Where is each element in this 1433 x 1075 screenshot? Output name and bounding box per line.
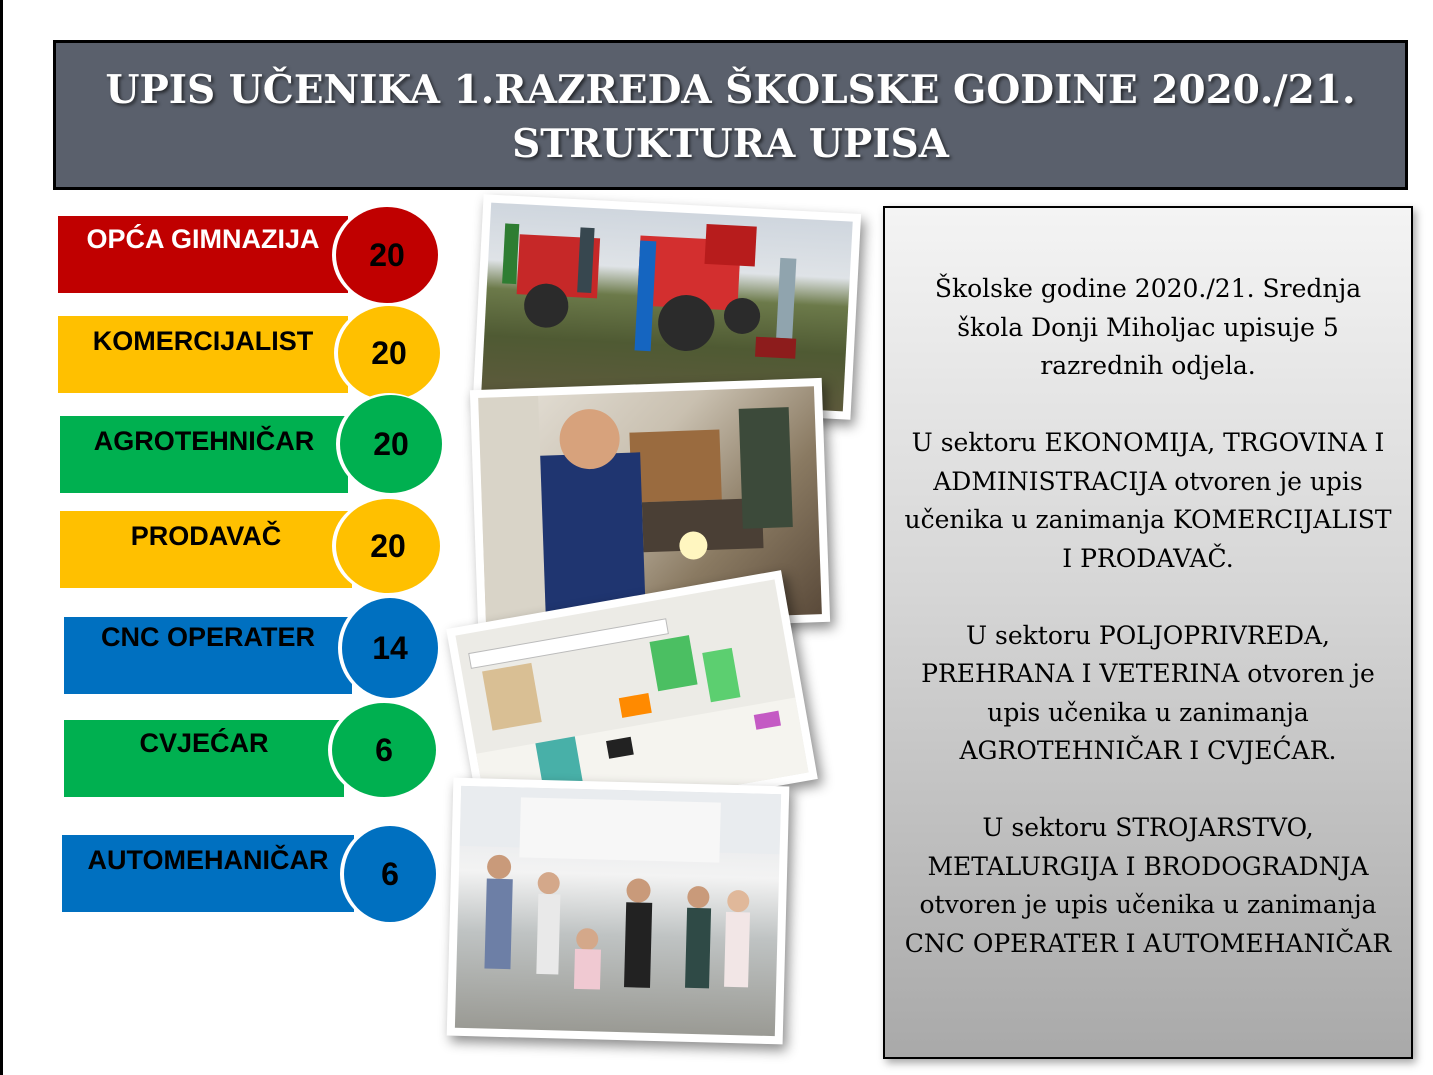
title-line-1: UPIS UČENIKA 1.RAZREDA ŠKOLSKE GODINE 2020./21. [105, 67, 1356, 113]
program-bar-agrotehnicar [60, 416, 348, 493]
program-bar-automehanicar [62, 835, 354, 912]
photo-group [447, 778, 790, 1045]
program-label: AUTOMEHANIČAR [87, 845, 329, 875]
info-paragraph-1: Školske godine 2020./21. Srednja škola Donji Miholjac upisuje 5 razrednih odjela. [934, 274, 1362, 380]
program-count: 6 [375, 731, 393, 768]
program-count-circle [342, 598, 438, 698]
program-label: CVJEĆAR [139, 728, 269, 758]
info-paragraph-3: U sektoru POLJOPRIVREDA, PREHRANA I VETERINA otvoren je upis učenika u zanimanja AGROTEHNIČAR I CVJEĆAR. [921, 620, 1375, 765]
program-count-circle [332, 703, 436, 797]
program-count-circle [340, 395, 442, 493]
program-bar-cvjecar [64, 720, 344, 797]
group-photo-illustration [455, 786, 781, 1036]
info-paragraph-4: U sektoru STROJARSTVO, METALURGIJA I BRODOGRADNJA otvoren je upis učenika u zanimanja CNC OPERATER I AUTOMEHANIČAR [904, 813, 1392, 958]
program-label: AGROTEHNIČAR [93, 426, 315, 456]
program-count: 20 [373, 425, 409, 462]
title-line-2: STRUKTURA UPISA [512, 121, 949, 167]
program-count: 20 [371, 334, 407, 371]
program-count: 20 [369, 236, 405, 273]
slide-left-border [0, 0, 3, 1075]
info-text-box [883, 206, 1413, 1059]
program-count: 20 [370, 527, 406, 564]
program-bar-prodavac [60, 511, 352, 588]
info-paragraph-2: U sektoru EKONOMIJA, TRGOVINA I ADMINISTRACIJA otvoren je upis učenika u zanimanja KOMERCIJALIST I PRODAVAČ. [904, 428, 1392, 573]
program-count-circle [344, 826, 436, 922]
program-count: 14 [372, 629, 408, 666]
program-label: OPĆA GIMNAZIJA [86, 224, 320, 254]
program-bar-cnc-operater [64, 617, 352, 694]
program-bar-opca-gimnazija [58, 216, 348, 293]
program-label: KOMERCIJALIST [92, 326, 314, 356]
program-label: PRODAVAČ [130, 521, 282, 551]
program-count-circle [336, 499, 440, 593]
title-banner [53, 40, 1408, 190]
program-count-circle [338, 306, 440, 400]
program-bar-komercijalist [58, 316, 348, 393]
program-label: CNC OPERATER [100, 622, 315, 652]
program-count: 6 [381, 855, 399, 892]
program-count-circle [336, 207, 438, 303]
